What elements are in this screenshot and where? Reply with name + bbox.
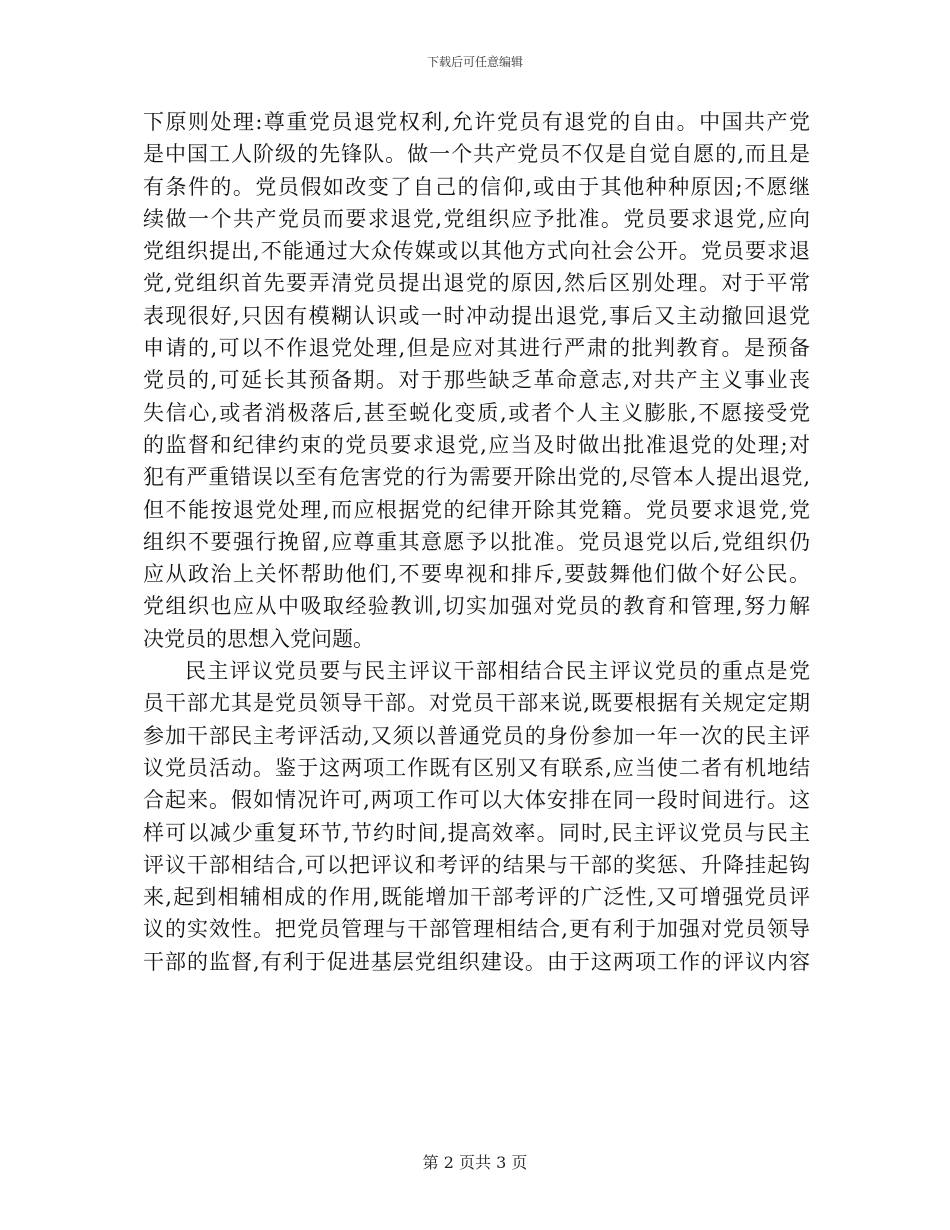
page-header: 下载后可任意编辑	[426, 55, 523, 69]
text-line: 决党员的思想入党问题。	[143, 626, 374, 651]
text-line: 是中国工人阶级的先锋队。做一个共产党员不仅是自觉自愿的,而且是	[143, 142, 810, 167]
text-line: 组织不要强行挽留,应尊重其意愿予以批准。党员退党以后,党组织仍	[143, 529, 810, 554]
text-line: 议党员活动。鉴于这两项工作既有区别又有联系,应当使二者有机地结	[143, 755, 810, 780]
text-line: 的监督和纪律约束的党员要求退党,应当及时做出批准退党的处理;对	[143, 432, 810, 457]
text-line: 评议干部相结合,可以把评议和考评的结果与干部的奖惩、升降挂起钩	[143, 852, 810, 877]
text-line: 申请的,可以不作退党处理,但是应对其进行严肃的批判教育。是预备	[143, 336, 810, 361]
text-line: 犯有严重错误以至有危害党的行为需要开除出党的,尽管本人提出退党,	[143, 465, 810, 490]
page-footer: 第 2 页共 3 页	[422, 1153, 528, 1172]
text-line: 失信心,或者消极落后,甚至蜕化变质,或者个人主义膨胀,不愿接受党	[143, 400, 810, 425]
text-line: 党组织也应从中吸取经验教训,切实加强对党员的教育和管理,努力解	[143, 594, 810, 619]
text-line: 但不能按退党处理,而应根据党的纪律开除其党籍。党员要求退党,党	[143, 497, 810, 522]
text-line: 党组织提出,不能通过大众传媒或以其他方式向社会公开。党员要求退	[143, 239, 810, 264]
text-line: 来,起到相辅相成的作用,既能增加干部考评的广泛性,又可增强党员评	[143, 885, 810, 910]
text-line: 样可以减少重复环节,节约时间,提高效率。同时,民主评议党员与民主	[143, 820, 810, 845]
body-text	[143, 106, 810, 978]
text-line: 议的实效性。把党员管理与干部管理相结合,更有利于加强对党员领导	[143, 917, 810, 942]
text-line: 参加干部民主考评活动,又须以普通党员的身份参加一年一次的民主评	[143, 723, 810, 748]
text-line: 员干部尤其是党员领导干部。对党员干部来说,既要根据有关规定定期	[143, 691, 810, 716]
paragraph-withdrawal	[143, 106, 810, 655]
text-line: 干部的监督,有利于促进基层党组织建设。由于这两项工作的评议内容	[143, 949, 810, 974]
text-line: 合起来。假如情况许可,两项工作可以大体安排在同一段时间进行。这	[143, 788, 810, 813]
text-line: 党员的,可延长其预备期。对于那些缺乏革命意志,对共产主义事业丧	[143, 368, 810, 393]
text-line: 表现很好,只因有模糊认识或一时冲动提出退党,事后又主动撤回退党	[143, 303, 810, 328]
text-line: 续做一个共产党员而要求退党,党组织应予批准。党员要求退党,应向	[143, 206, 810, 231]
paragraph-evaluation	[143, 655, 810, 978]
text-line: 民主评议党员要与民主评议干部相结合民主评议党员的重点是党	[185, 659, 810, 684]
text-line: 有条件的。党员假如改变了自己的信仰,或由于其他种种原因;不愿继	[143, 174, 810, 199]
text-line: 党,党组织首先要弄清党员提出退党的原因,然后区别处理。对于平常	[143, 271, 810, 296]
text-line: 应从政治上关怀帮助他们,不要卑视和排斥,要鼓舞他们做个好公民。	[143, 562, 810, 587]
text-line: 下原则处理:尊重党员退党权利,允许党员有退党的自由。中国共产党	[143, 110, 810, 134]
